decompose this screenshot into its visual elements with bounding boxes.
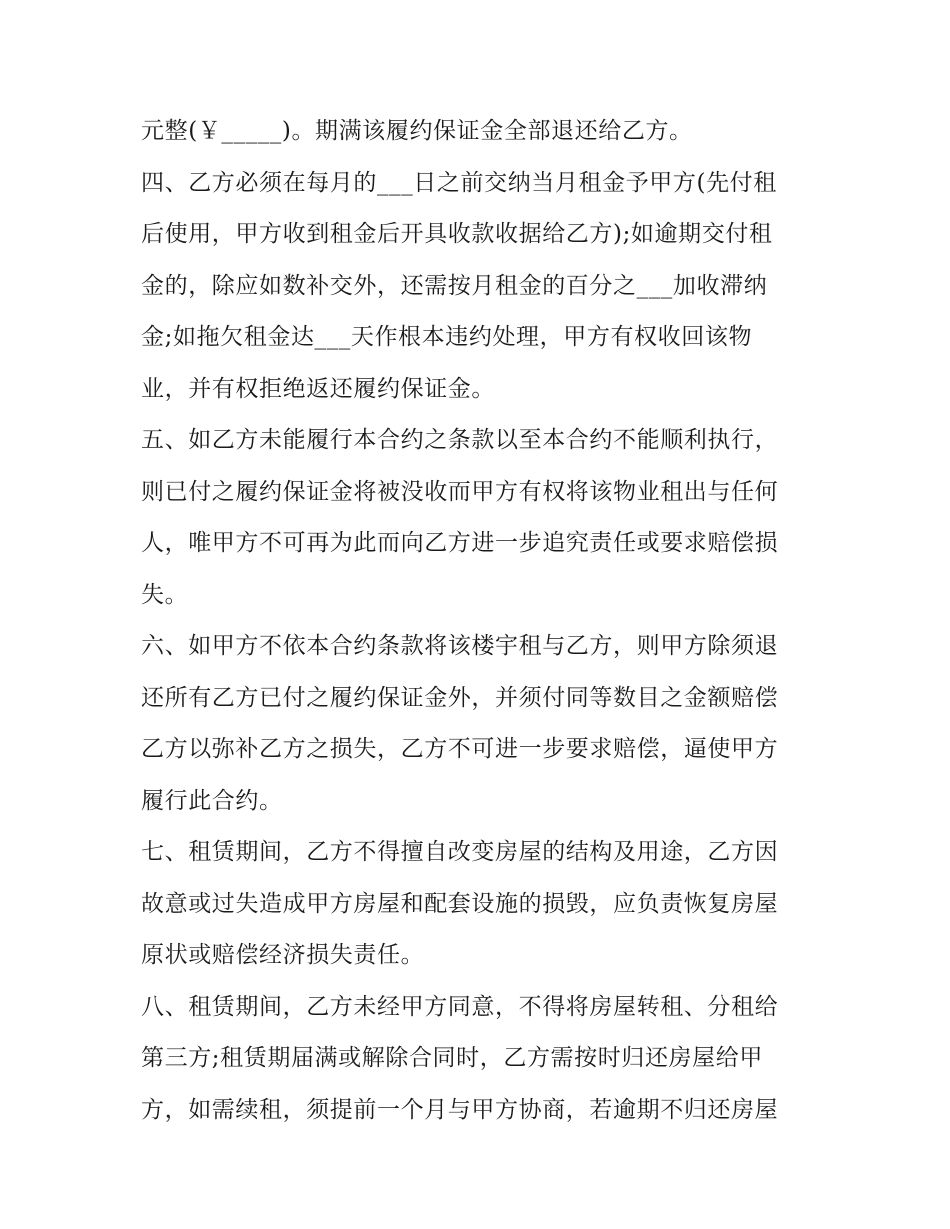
text-line: 原状或赔偿经济损失责任。 — [141, 942, 425, 968]
text-line: 金;如拖欠租金达___天作根本违约处理，甲方有权收回该物 — [141, 324, 753, 350]
text-line: 业，并有权拒绝返还履约保证金。 — [141, 375, 495, 402]
text-line: 七、租赁期间，乙方不得擅自改变房屋的结构及用途，乙方因 — [141, 839, 779, 865]
text-line: 四、乙方必须在每月的___日之前交纳当月租金予甲方(先付租 — [141, 169, 777, 196]
text-line: 则已付之履约保证金将被没收而甲方有权将该物业租出与任何 — [141, 478, 779, 505]
document-page — [141, 106, 831, 1136]
text-line: 金的，除应如数补交外，还需按月租金的百分之___加收滞纳 — [141, 272, 768, 299]
text-line: 六、如甲方不依本合约条款将该楼宇租与乙方，则甲方除须退 — [141, 633, 779, 659]
text-line: 第三方;租赁期届满或解除合同时，乙方需按时归还房屋给甲 — [141, 1045, 763, 1071]
text-line: 元整(￥_____)。期满该履约保证金全部退还给乙方。 — [141, 118, 693, 144]
text-line: 履行此合约。 — [141, 787, 283, 814]
text-line: 八、租赁期间，乙方未经甲方同意，不得将房屋转租、分租给 — [141, 993, 779, 1020]
text-line: 后使用，甲方收到租金后开具收款收据给乙方);如逾期交付租 — [141, 221, 773, 247]
text-line: 失。 — [141, 581, 189, 608]
text-line: 乙方以弥补乙方之损失，乙方不可进一步要求赔偿，逼使甲方 — [141, 736, 779, 762]
text-line: 还所有乙方已付之履约保证金外，并须付同等数目之金额赔偿 — [141, 684, 779, 711]
text-line: 人，唯甲方不可再为此而向乙方进一步追究责任或要求赔偿损 — [141, 530, 779, 556]
text-line: 故意或过失造成甲方房屋和配套设施的损毁，应负责恢复房屋 — [141, 890, 779, 917]
text-line: 方，如需续租，须提前一个月与甲方协商，若逾期不归还房屋 — [141, 1096, 779, 1123]
text-line: 五、如乙方未能履行本合约之条款以至本合约不能顺利执行， — [141, 427, 779, 453]
